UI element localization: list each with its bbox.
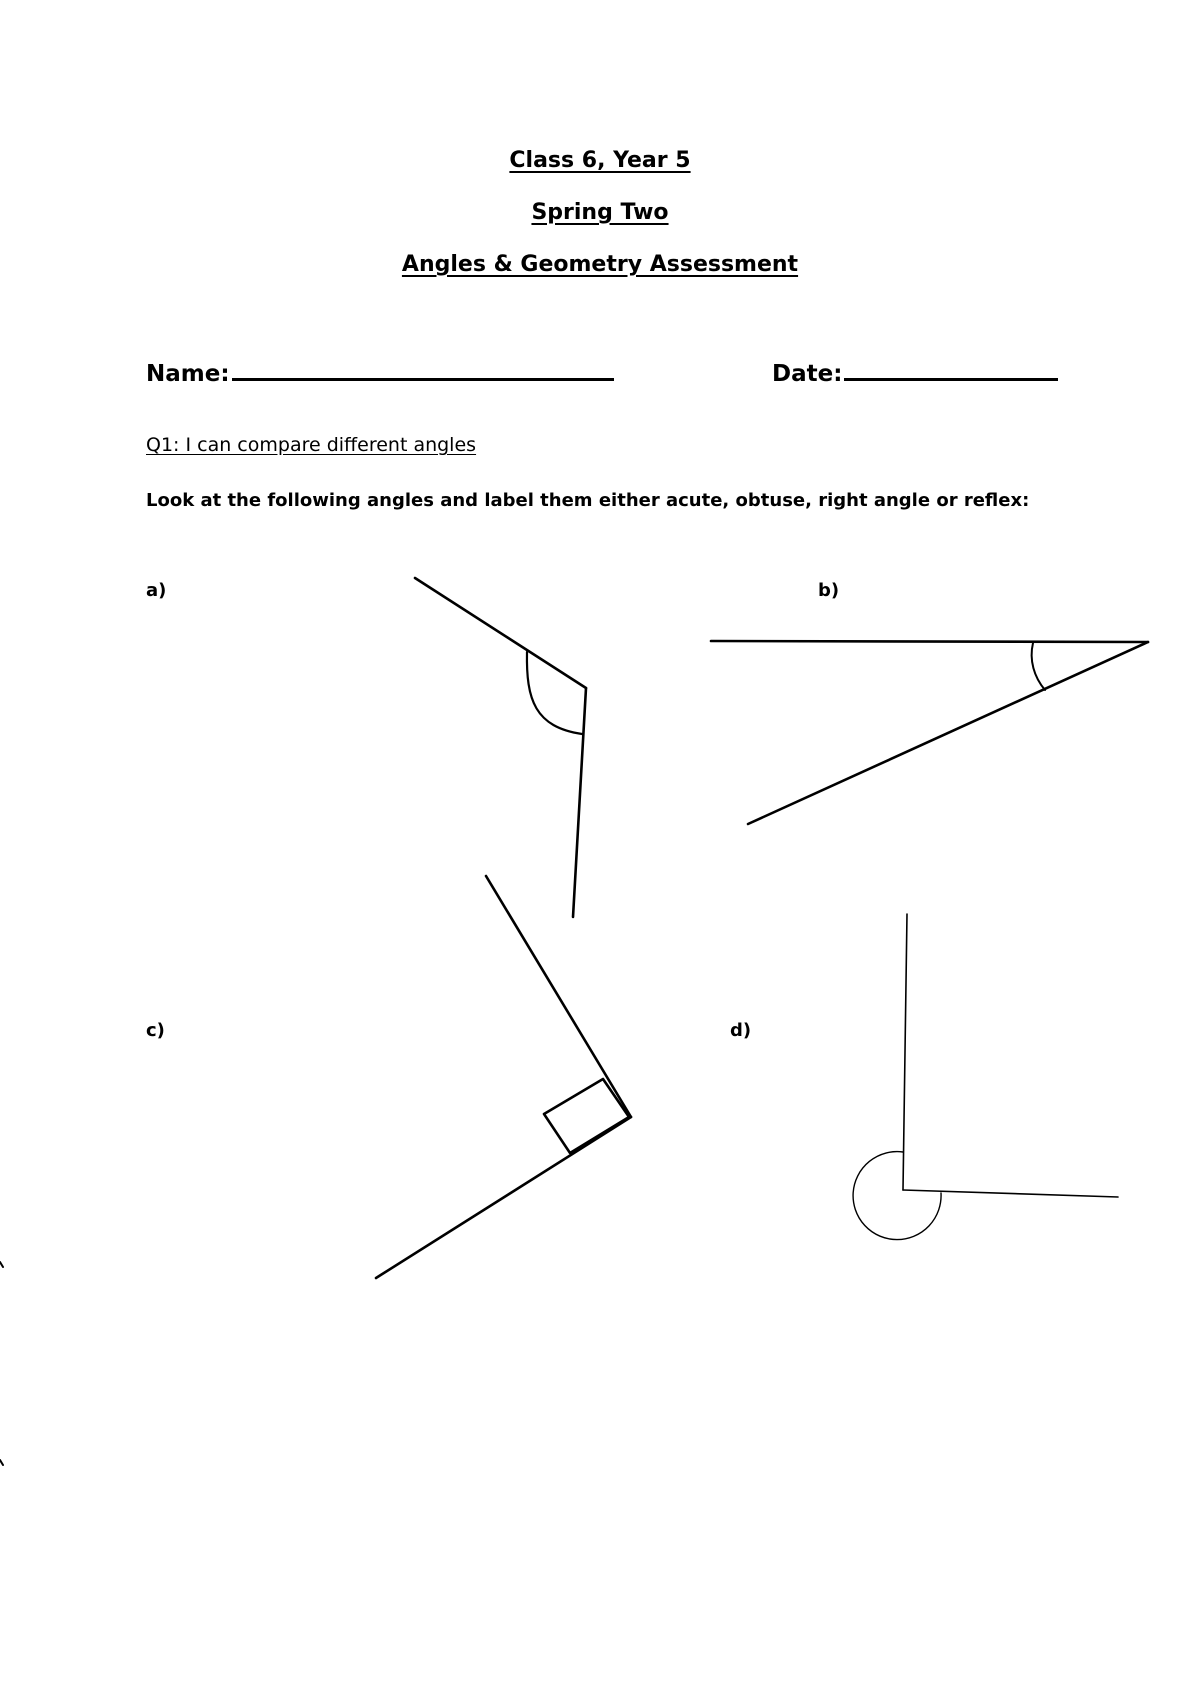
question-instruction: Look at the following angles and label them either acute, obtuse, right angle or reflex:: [146, 490, 1030, 511]
angle-a-diagram: [415, 578, 586, 917]
assessment-title: Angles & Geometry Assessment: [401, 252, 799, 277]
angle-b-diagram: [711, 641, 1148, 824]
date-label: Date:: [772, 361, 843, 387]
part-b-label: b): [818, 580, 840, 601]
part-c-label: c): [146, 1020, 165, 1041]
margin-mark-bottom: [0, 1460, 3, 1465]
question-heading: Q1: I can compare different angles: [146, 434, 477, 456]
name-label: Name:: [146, 361, 230, 387]
angle-c-diagram: [376, 876, 631, 1278]
part-d-label: d): [730, 1020, 752, 1041]
margin-mark-top: [0, 1262, 3, 1267]
term-title: Spring Two: [531, 200, 669, 225]
class-year-title: Class 6, Year 5: [509, 148, 691, 173]
angle-d-diagram: [853, 914, 1118, 1240]
part-a-label: a): [146, 580, 167, 601]
